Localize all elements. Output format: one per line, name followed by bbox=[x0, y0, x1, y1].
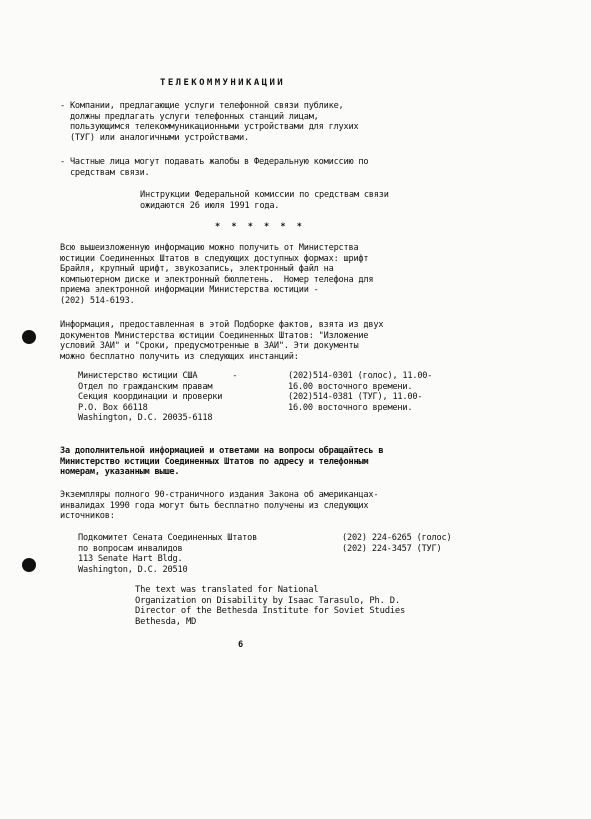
paragraph-sources: Информация, предоставленная в этой Подборке фактов, взята из двух документов Министерства юстиции Соединенных Штатов: "Изложение условий ЗАИ" и "Сроки, предусмотренные в ЗАИ". Эти документы можно бесплатно получить из следующих инстанций: bbox=[60, 320, 384, 362]
paragraph-questions: За дополнительной информацией и ответами на вопросы обращайтесь в Министерство юстиции Соединенных Штатов по адресу и телефонным номерам, указанным выше. bbox=[60, 446, 384, 477]
senate-address: Подкомитет Сената Соединенных Штатов по вопросам инвалидов 113 Senate Hart Bldg. Washington, D.C. 20510 bbox=[78, 533, 258, 575]
page-number: 6 bbox=[238, 640, 243, 650]
fcc-instructions: Инструкции Федеральной комиссии по средствам связи ожидаются 26 июля 1991 года. bbox=[140, 190, 389, 211]
binder-hole-bottom bbox=[22, 558, 36, 572]
separator: * * * * * * bbox=[215, 222, 305, 232]
bullet-complaints: - Частные лица могут подавать жалобы в Федеральную комиссию по средствам связи. bbox=[60, 157, 369, 178]
doj-phones: (202)514-0301 (голос), 11.00- 16.00 восточного времени. (202)514-0381 (ТУГ), 11.00- 16.00 восточного времени. bbox=[288, 371, 433, 413]
bullet-operators: - Компании, предлагающие услуги телефонной связи публике, должны предлагать услуги телефонных станций лицам, пользующимся телекоммуникационными устройствами для глухих (ТУГ) или аналогичными устройствами. bbox=[60, 101, 359, 143]
paragraph-formats: Всю вышеизложенную информацию можно получить от Министерства юстиции Соединенных Штатов в следующих доступных формах: шрифт Брайля, крупный шрифт, звукозапись, электронный файл на компьютерном диске и электронный бюллетень. Номер телефона для приема электронной информации Министерства юстиции - (202) 514-6193. bbox=[60, 243, 374, 306]
translation-note: The text was translated for National Organization on Disability by Isaac Tarasulo, Ph. D. Director of the Bethesda Institute for Soviet Studies Bethesda, MD bbox=[135, 585, 406, 627]
page-title: ТЕЛЕКОММУНИКАЦИИ bbox=[160, 78, 286, 88]
binder-hole-top bbox=[22, 330, 36, 344]
doj-address: Министерство юстиции США - Отдел по гражданским правам Секция координации и проверки P.O. Box 66118 Washington, D.C. 20035-6118 bbox=[78, 371, 238, 423]
paragraph-copies: Экземпляры полного 90-страничного издания Закона об американцах- инвалидах 1990 года могут быть бесплатно получены из следующих источников: bbox=[60, 490, 379, 521]
senate-phones: (202) 224-6265 (голос) (202) 224-3457 (ТУГ) bbox=[342, 533, 452, 554]
